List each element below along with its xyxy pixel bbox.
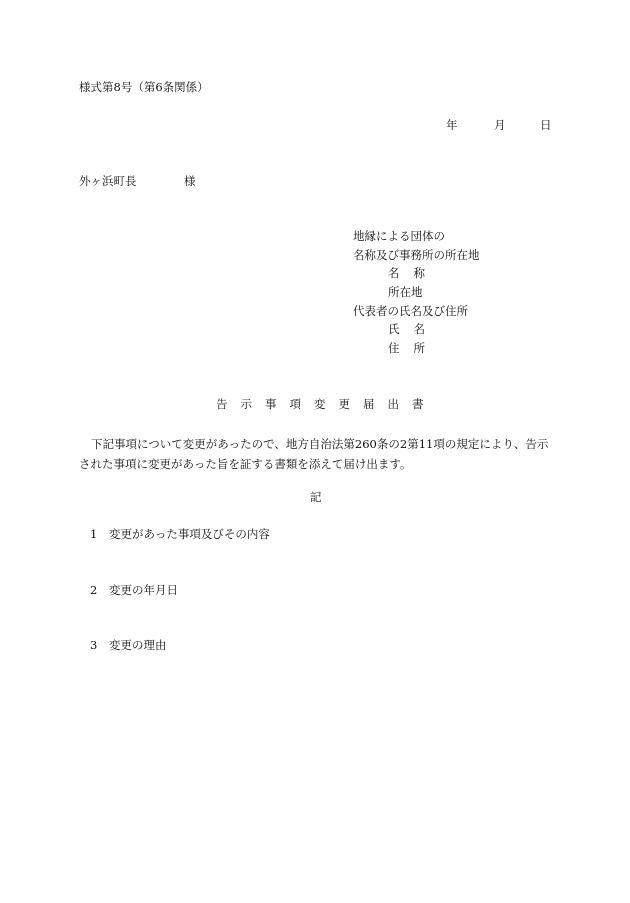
date-month-label: 月: [494, 118, 506, 132]
item-number: 2: [90, 583, 98, 597]
applicant-heading-line2: 名称及び事務所の所在地: [353, 248, 480, 262]
date-day-label: 日: [540, 118, 552, 132]
representative-name-label: 氏 名: [388, 322, 425, 336]
representative-address-label: 住 所: [388, 341, 425, 355]
addressee-name: 外ヶ浜町長: [79, 174, 137, 188]
item-number: 3: [90, 638, 98, 652]
list-item: [90, 529, 270, 541]
representative-heading: 代表者の氏名及び住所: [353, 304, 468, 318]
item-label: 変更があった事項及びその内容: [109, 527, 270, 541]
applicant-heading-line1: 地縁による団体の: [353, 229, 445, 243]
list-item: [90, 640, 167, 652]
item-label: 変更の年月日: [109, 583, 178, 597]
list-item: [90, 585, 178, 597]
date-year-label: 年: [446, 118, 458, 132]
item-number: 1: [90, 527, 98, 541]
applicant-name-label: 名 称: [388, 266, 425, 280]
form-number: 様式第8号（第6条関係）: [79, 80, 209, 94]
body-paragraph: 下記事項について変更があったので、地方自治法第260条の2第11項の規定により、告示された事項に変更があった旨を証する書類を添えて届け出ます。: [79, 437, 549, 471]
item-label: 変更の理由: [109, 638, 167, 652]
applicant-location-label: 所在地: [388, 285, 423, 299]
addressee-honorific: 様: [184, 174, 196, 188]
ki-heading: 記: [310, 490, 322, 504]
document-title: 告示事項変更届出書: [216, 397, 437, 411]
